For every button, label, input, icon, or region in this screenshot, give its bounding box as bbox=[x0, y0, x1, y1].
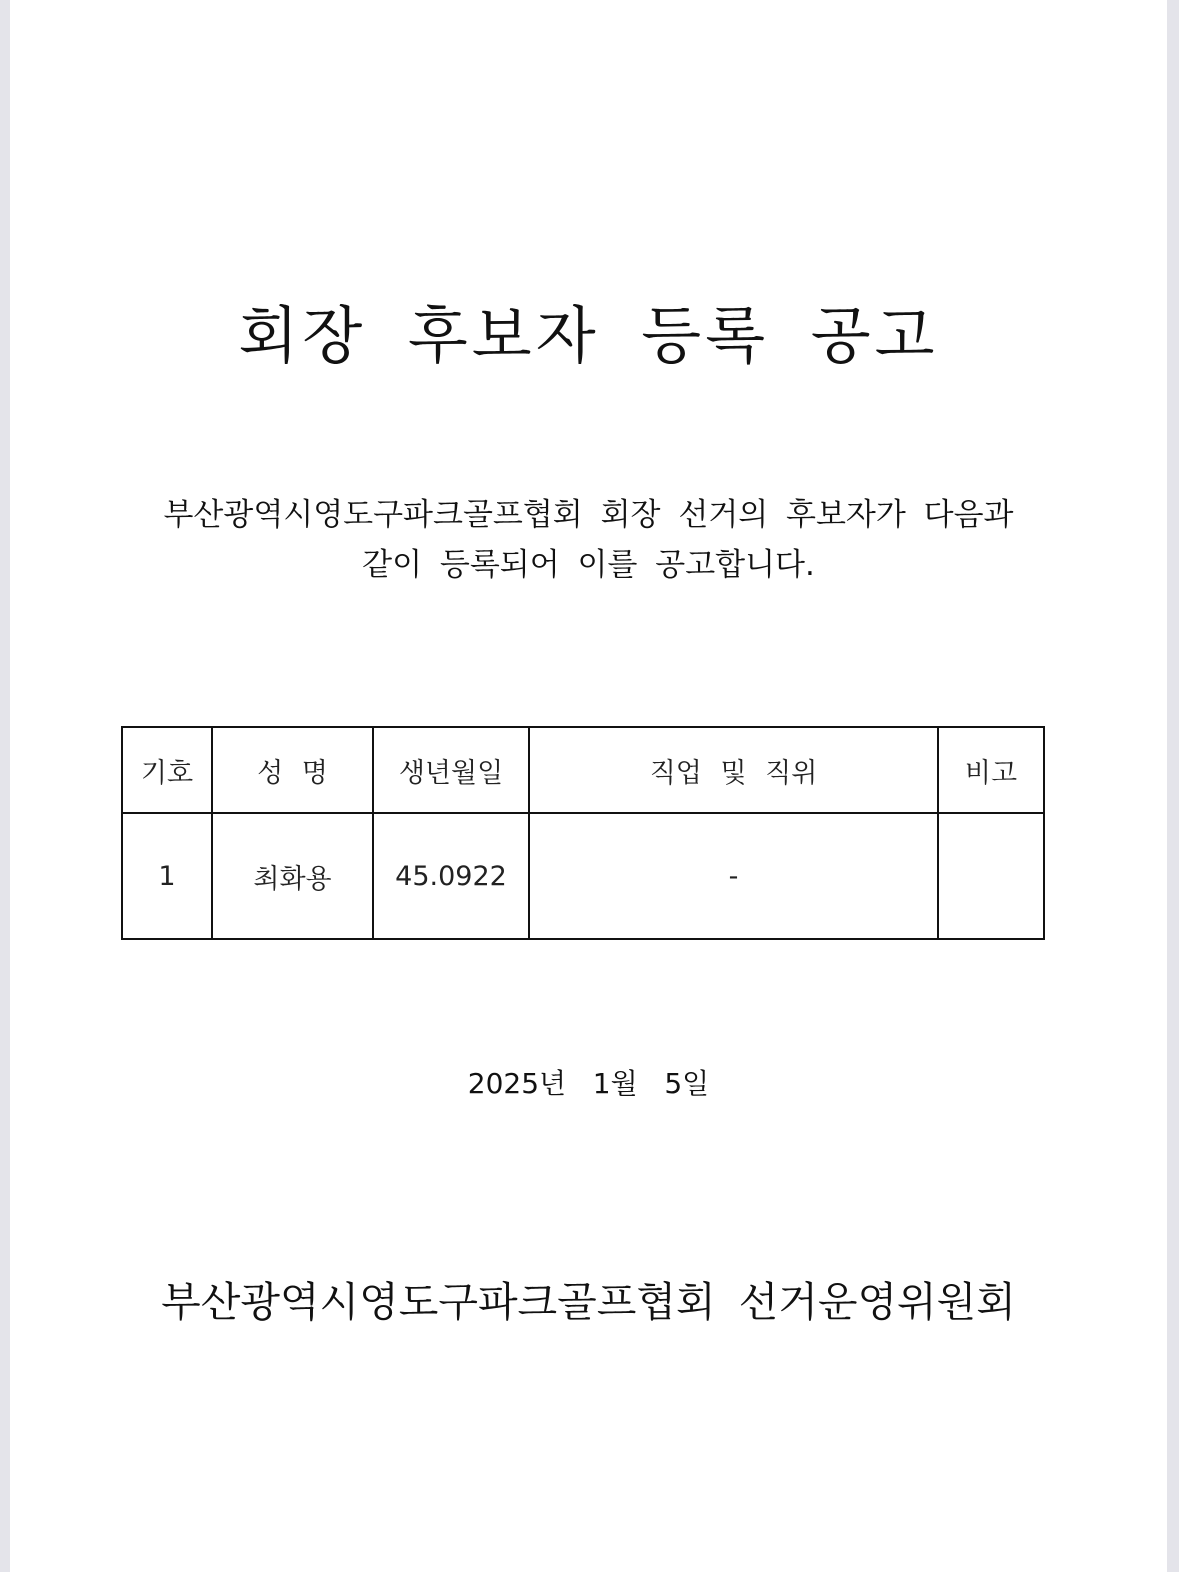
document-page bbox=[10, 0, 1167, 1572]
announcement-text bbox=[10, 490, 1167, 590]
announcement-line-2: 같이 등록되어 이를 공고합니다. bbox=[362, 547, 815, 583]
table-row bbox=[122, 813, 1044, 939]
cell-occupation: - bbox=[529, 813, 938, 939]
announcement-line-1: 부산광역시영도구파크골프협회 회장 선거의 후보자가 다음과 bbox=[163, 497, 1014, 533]
header-occupation: 직업 및 직위 bbox=[529, 727, 938, 813]
cell-name: 최화용 bbox=[212, 813, 373, 939]
cell-remarks bbox=[938, 813, 1044, 939]
header-birthdate: 생년월일 bbox=[373, 727, 529, 813]
header-number: 기호 bbox=[122, 727, 212, 813]
header-name: 성 명 bbox=[212, 727, 373, 813]
page-title: 회장 후보자 등록 공고 bbox=[238, 299, 939, 372]
cell-number: 1 bbox=[122, 813, 212, 939]
candidate-table bbox=[121, 726, 1045, 940]
cell-birthdate: 45.0922 bbox=[373, 813, 529, 939]
table-header-row bbox=[122, 727, 1044, 813]
issuing-committee: 부산광역시영도구파크골프협회 선거운영위원회 bbox=[161, 1278, 1016, 1326]
announcement-date: 2025년 1월 5일 bbox=[467, 1067, 710, 1100]
header-remarks: 비고 bbox=[938, 727, 1044, 813]
